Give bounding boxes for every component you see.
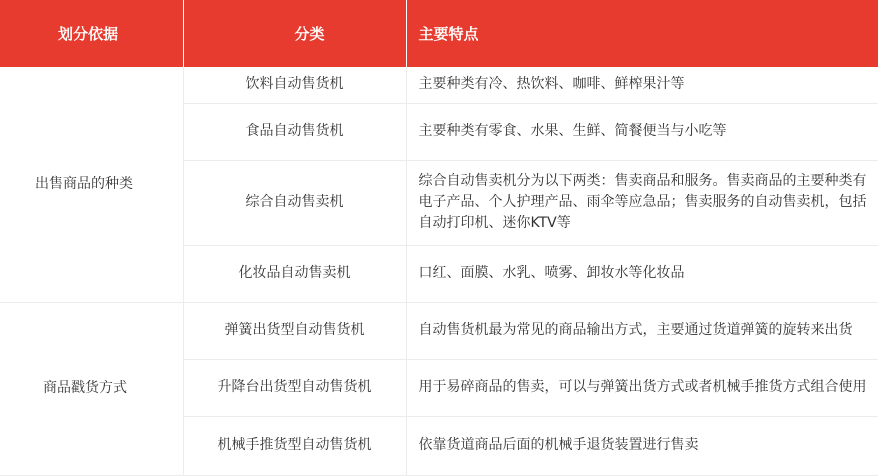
features-cell: 主要种类有零食、水果、生鲜、简餐便当与小吃等 [406, 103, 878, 160]
header-basis: 划分依据 [0, 0, 183, 67]
header-features: 主要特点 [406, 0, 878, 67]
category-cell: 综合自动售卖机 [183, 160, 406, 245]
table-header-row [0, 0, 878, 67]
category-cell: 机械手推货型自动售货机 [183, 416, 406, 475]
category-cell: 饮料自动售货机 [183, 67, 406, 103]
features-cell: 口红、面膜、水乳、喷雾、卸妆水等化妆品 [406, 245, 878, 302]
features-cell: 主要种类有冷、热饮料、咖啡、鲜榨果汁等 [406, 67, 878, 103]
header-category: 分类 [183, 0, 406, 67]
category-cell: 食品自动售货机 [183, 103, 406, 160]
category-cell: 化妆品自动售卖机 [183, 245, 406, 302]
category-cell: 升降台出货型自动售货机 [183, 359, 406, 416]
basis-cell: 出售商品的种类 [0, 67, 183, 302]
basis-cell: 商品戳货方式 [0, 302, 183, 475]
category-cell: 弹簧出货型自动售货机 [183, 302, 406, 359]
table-row [0, 67, 878, 103]
features-cell: 综合自动售卖机分为以下两类：售卖商品和服务。售卖商品的主要种类有电子产品、个人护理产品、雨伞等应急品；售卖服务的自动售卖机，包括自动打印机、迷你KTV等 [406, 160, 878, 245]
features-cell: 用于易碎商品的售卖，可以与弹簧出货方式或者机械手推货方式组合使用 [406, 359, 878, 416]
table-row [0, 302, 878, 359]
features-cell: 依靠货道商品后面的机械手退货装置进行售卖 [406, 416, 878, 475]
features-cell: 自动售货机最为常见的商品输出方式，主要通过货道弹簧的旋转来出货 [406, 302, 878, 359]
